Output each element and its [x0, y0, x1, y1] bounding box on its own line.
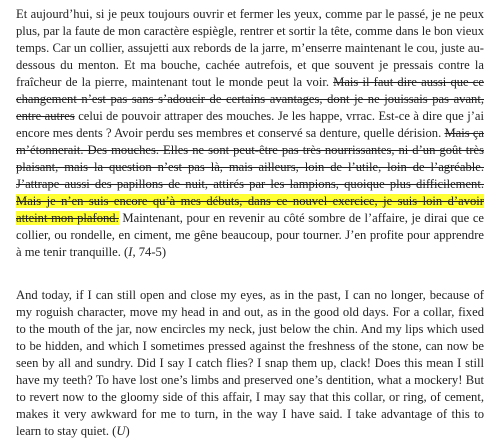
- french-citation-volume: I: [128, 245, 133, 259]
- french-struck-text-1: Mais il faut dire aussi que ce changement n’est pas sans s’adoucir de certains avantages, dont je ne jouissais pas avant, entre autres: [16, 75, 484, 123]
- english-citation-close: ): [125, 424, 130, 438]
- english-citation-source: U: [116, 424, 126, 438]
- french-struck-text-2: Mais ça m’étonnerait. Des mouches. Elles ne sont peut-être pas très nourrissantes, ni d’un goût très plaisant, mais la question n’est pas là, mais ailleurs, loin de l’utile, loin de l’agréable. J’attrape aussi des papillons de nuit, attirés par les lampions, quoique plus difficilement.: [16, 126, 485, 191]
- english-paragraph: [16, 287, 484, 440]
- french-text-3: Maintenant, pour en revenir au côté sombre de l’affaire, je dirai que ce collier, ou rondelle, en ciment, me gêne beaucoup, pour tourner. J’en profite pour apprendre à me tenir tranquille. (: [16, 211, 484, 259]
- french-paragraph: [16, 6, 484, 261]
- french-citation-pages: , 74-5): [132, 245, 167, 259]
- english-text: And today, if I can still open and close my eyes, as in the past, I can no longer, because of my roguish character, move my head in and out, as in the good old days. For a collar, fixed to the mouth of the jar, now encircles my neck, just below the chin. And my lips which used to be hidden, and which I sometimes pressed against the freshness of the stone, can now be seen by all and sundry. Did I say I catch flies? I snap them up, clack! Does this mean I still have my teeth? To have lost one’s limbs and preserved one’s dentition, what a mockery! But to revert now to the gloomy side of this affair, I may say that this collar, or ring, of cement, makes it very awkward for me to turn, in the way I have said. I take advantage of this to learn to stay quiet. (: [16, 288, 484, 438]
- french-highlighted-struck-text: Mais je n’en suis encore qu’à mes débuts, dans ce nouvel exercice, je suis loin d’avoir atteint mon plafond.: [16, 194, 484, 225]
- french-text-2: celui de pouvoir attraper des mouches. Je les happe, vrrac. Est-ce à dire que j’ai encore mes dents ? Avoir perdu ses membres et conservé sa denture, quelle dérision.: [16, 109, 485, 140]
- french-text-1: Et aujourd’hui, si je peux toujours ouvrir et fermer les yeux, comme par le passé, je ne peux plus, par la faute de mon caractère espiègle, rentrer et sortir la tête, comme dans le bon vieux temps. Car un collier, assujetti aux rebords de la jarre, m’enserre maintenant le cou, juste au-dessous du menton. Et ma bouche, cachée autrefois, et que souvent je pressais contre la fraîcheur de la pierre, maintenant tout le monde peut la voir.: [16, 7, 484, 89]
